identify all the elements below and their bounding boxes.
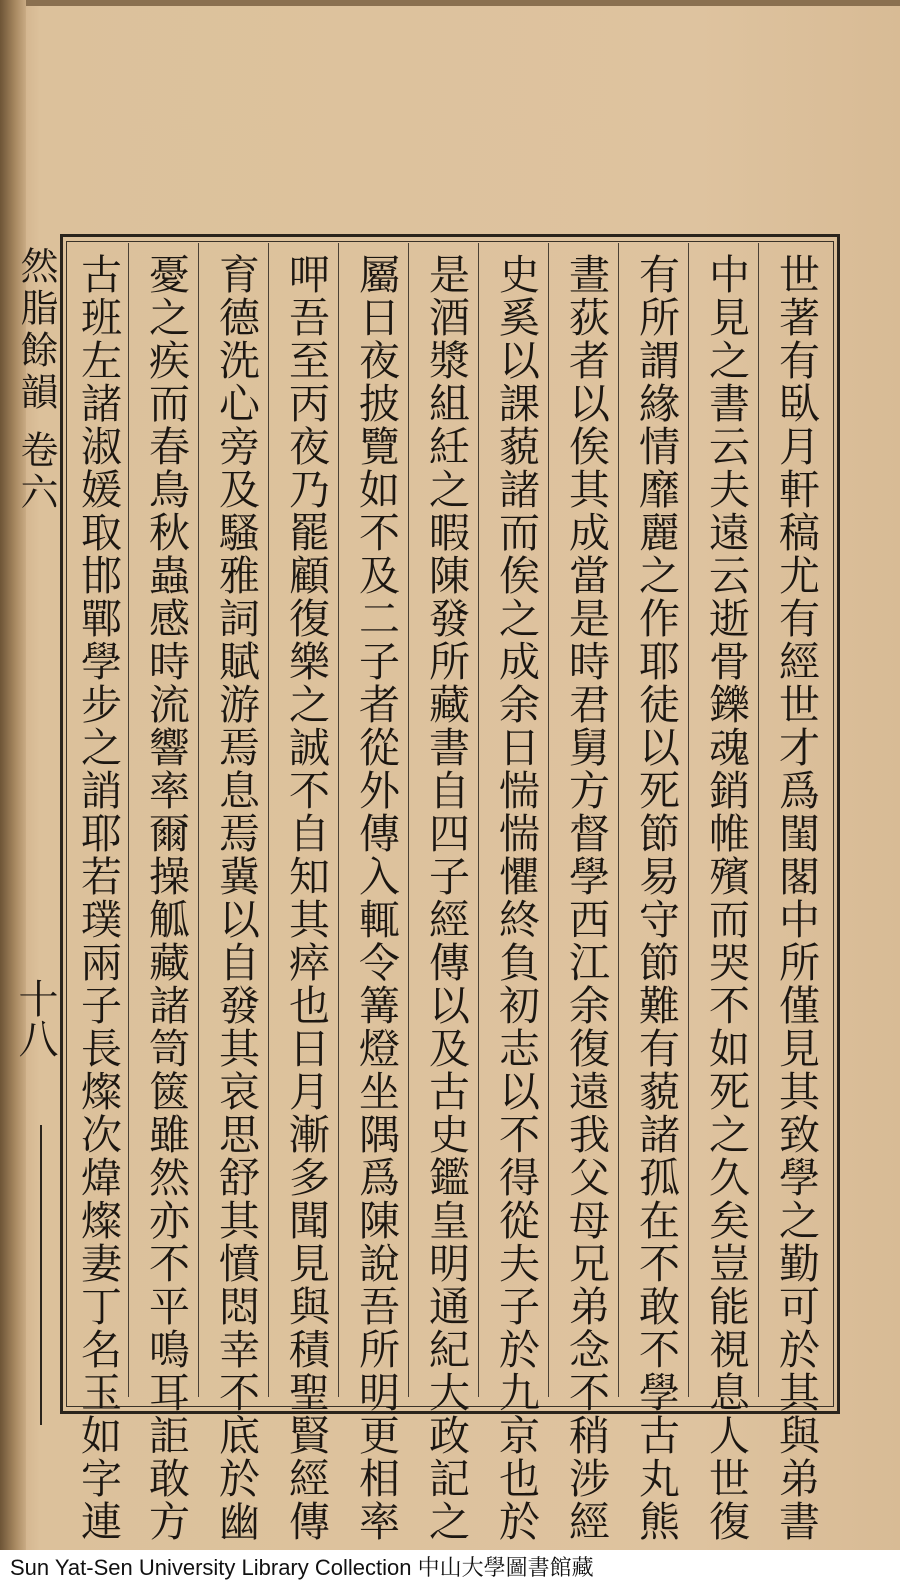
text-column-5: 史奚以課藐諸而俟之成余日惴惴懼終負初志以不得從夫子於九京也於	[492, 253, 540, 1543]
text-column-2: 中見之書云夫遠云逝骨鑠魂銷帷殯而哭不如死之久矣豈能視息人世復	[702, 253, 750, 1543]
text-column-8: 呷吾至丙夜乃罷顧復樂之誠不自知其瘁也日月漸多聞見與積聖賢經傳	[282, 253, 330, 1543]
page-top-edge	[0, 0, 900, 6]
margin-rule	[40, 1125, 42, 1425]
page-number: 十八	[12, 978, 58, 1058]
book-binding-edge	[0, 0, 26, 1550]
text-column-3: 有所謂緣情靡麗之作耶徒以死節易守節難有藐諸孤在不敢不學古丸熊	[632, 253, 680, 1543]
text-column-9: 育德洗心旁及騷雅詞賦游焉息焉冀以自發其哀思舒其憤悶幸不底於幽	[212, 253, 260, 1543]
text-column-4: 晝荻者以俟其成當是時君舅方督學西江余復遠我父母兄弟念不稍涉經	[562, 253, 610, 1543]
library-caption: Sun Yat-Sen University Library Collection 中山大學圖書館藏	[10, 1555, 594, 1580]
text-column-1: 世著有臥月軒稿尤有經世才爲閨閣中所僅見其致學之勤可於其與弟書	[772, 253, 820, 1543]
text-column-7: 屬日夜披覽如不及二子者從外傳入輒令篝燈坐隅爲陳說吾所明更相率	[352, 253, 400, 1543]
text-column-10: 憂之疾而春鳥秋蟲感時流響率爾操觚藏諸笥篋雖然亦不平鳴耳詎敢方	[142, 253, 190, 1543]
text-column-11: 古班左諸淑媛取邯鄲學步之誚耶若璞兩子長燦次煒燦妻丁名玉如字連	[74, 253, 122, 1543]
book-title-margin: 然脂餘韻 卷六	[14, 246, 58, 515]
text-column-6: 是酒漿組紝之暇陳發所藏書自四子經傳以及古史鑑皇明通紀大政記之	[422, 253, 470, 1543]
